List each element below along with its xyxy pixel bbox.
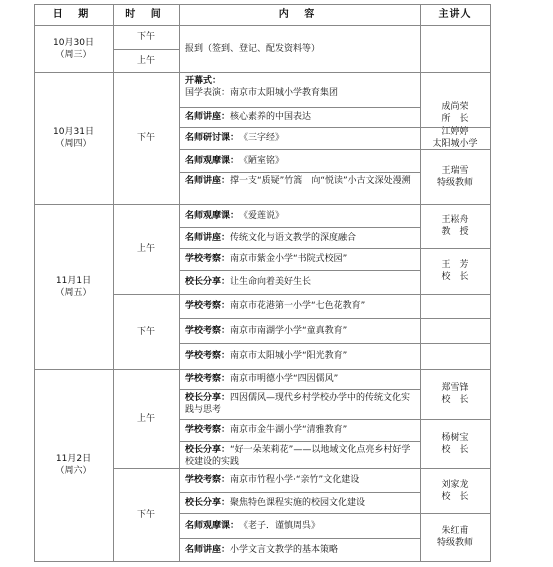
speaker-cell	[420, 149, 490, 204]
item-category: 学校考察：	[185, 374, 231, 384]
speaker-cell	[420, 369, 490, 419]
speaker-name: 杨树宝	[441, 432, 469, 443]
content-cell	[179, 270, 420, 294]
item-text: 南京市金牛湖小学“清雅教育”	[230, 425, 348, 435]
time-cell: 下午	[136, 509, 155, 520]
item-text: 南京市紫金小学“书院式校园”	[230, 254, 348, 264]
item-text: 让生命向着美好生长	[230, 277, 312, 287]
content-cell	[179, 513, 420, 538]
item-text: 南京市花港第一小学“七色花教育”	[230, 301, 366, 311]
item-text: “好一朵茉莉花”——以地域文化点亮乡村好学校建设的实践	[185, 445, 411, 467]
item-category: 学校考察：	[185, 351, 231, 361]
content-cell	[179, 389, 420, 419]
weekday-label: （周四）	[55, 139, 92, 149]
content-cell	[179, 227, 420, 248]
speaker-name: 刘家龙	[441, 479, 469, 490]
item-category: 名师讲座：	[185, 176, 231, 186]
item-text: 南京市南湖学小学“童真教育”	[230, 325, 348, 336]
item-text: 小学文言文教学的基本策略	[230, 544, 339, 555]
content-cell	[179, 492, 420, 513]
item-category: 学校考察：	[185, 475, 231, 485]
content-cell	[179, 149, 420, 172]
content-cell	[179, 127, 420, 149]
item-category: 校长分享：	[185, 497, 231, 508]
content-cell	[179, 248, 420, 270]
item-category: 校长分享：	[185, 277, 231, 287]
speaker-cell	[420, 513, 490, 561]
date-label: 11月2日	[55, 454, 92, 464]
header-speaker: 主讲人	[438, 8, 472, 20]
weekday-label: （周五）	[55, 287, 92, 298]
speaker-cell	[420, 98, 490, 127]
speaker-title: 所 长	[441, 113, 469, 124]
date-label: 11月1日	[55, 275, 92, 286]
speaker-title: 校 长	[441, 395, 469, 405]
date-cell	[34, 25, 113, 72]
item-text: 南京市明德小学“四因儒风”	[230, 374, 339, 384]
content-cell	[179, 204, 420, 227]
item-category: 学校考察：	[185, 325, 231, 336]
item-text: 《三字经》	[239, 133, 285, 143]
item-category: 名师讲座：	[185, 544, 231, 555]
time-cell: 上午	[136, 413, 155, 424]
weekday-label: （周三）	[55, 49, 92, 60]
item-category: 学校考察：	[185, 254, 231, 264]
item-text: 《老子．谨慎周呉》	[239, 520, 321, 531]
date-cell	[34, 204, 113, 369]
speaker-title: 特级教师	[436, 177, 473, 188]
item-category: 校长分享：	[185, 393, 231, 403]
item-text: 国学表演：南京市太阳城小学教育集团	[185, 88, 339, 98]
speaker-title: 教 授	[441, 227, 469, 237]
time-cell: 下午	[136, 326, 155, 337]
speaker-title: 校 长	[441, 444, 469, 455]
item-text: 传统文化与语文教学的深度融合	[230, 232, 357, 243]
item-category: 学校考察：	[185, 301, 231, 311]
item-text: 核心素养的中国表达	[230, 112, 312, 122]
speaker-title: 特级教师	[436, 538, 473, 548]
date-label: 10月30日	[53, 37, 94, 48]
content-cell	[179, 107, 420, 127]
speaker-title: 校 长	[441, 491, 469, 502]
content-cell	[179, 538, 420, 561]
content-cell	[179, 468, 420, 492]
item-category: 名师观摩课：	[185, 520, 240, 531]
item-text: 《陋室铭》	[239, 155, 285, 166]
speaker-cell	[420, 468, 490, 513]
date-cell	[34, 72, 113, 204]
content-cell	[179, 318, 420, 343]
content-cell	[179, 419, 420, 441]
content-cell	[179, 72, 420, 107]
item-category: 名师讲座：	[185, 112, 231, 122]
speaker-name: 王瑞雪	[441, 165, 469, 176]
item-text: 聚焦特色课程实施的校园文化建设	[230, 497, 366, 508]
date-label: 10月31日	[53, 127, 94, 137]
item-text: 《爱莲说》	[239, 210, 285, 221]
speaker-name: 成尚荣	[441, 101, 469, 112]
header-time: 时 间	[125, 8, 167, 20]
item-category: 名师研讨课：	[185, 133, 240, 143]
time-cell: 上午	[136, 55, 155, 66]
speaker-cell	[420, 127, 490, 149]
content-cell	[179, 294, 420, 318]
grid-line	[34, 561, 491, 562]
item-category: 名师观摩课：	[185, 155, 240, 166]
weekday-label: （周六）	[55, 466, 92, 476]
speaker-name: 王崧舟	[441, 215, 469, 225]
grid-line	[490, 4, 491, 562]
item-text: 撑一支“质疑”竹篙 向“悦读”小古文深处漫溯	[230, 176, 411, 186]
item-category: 开幕式：	[185, 76, 222, 86]
time-cell: 下午	[136, 32, 155, 42]
content-cell	[179, 343, 420, 369]
item-category: 校长分享：	[185, 445, 231, 455]
content-cell	[179, 441, 420, 468]
speaker-cell	[420, 248, 490, 294]
time-cell: 上午	[136, 244, 155, 254]
item-category: 名师观摩课：	[185, 210, 240, 221]
content-cell	[179, 369, 420, 389]
item-category: 名师讲座：	[185, 232, 231, 243]
speaker-cell	[420, 204, 490, 248]
header-date: 日 期	[52, 8, 95, 20]
speaker-title: 校 长	[441, 272, 469, 282]
item-text: 南京市太阳城小学“阳光教育”	[230, 351, 348, 361]
item-text: 四因儒风—现代乡村学校办学中的传统文化实践与思考	[185, 393, 411, 415]
speaker-name: 朱红甫	[441, 526, 469, 536]
speaker-title: 太阳城小学	[432, 139, 478, 149]
speaker-name: 江婷婷	[441, 127, 469, 137]
speaker-name: 郑雪锋	[441, 383, 469, 393]
header-content: 内 容	[278, 8, 321, 20]
speaker-cell	[420, 419, 490, 468]
content-cell	[179, 172, 420, 204]
date-cell	[34, 369, 113, 561]
content-cell: 报到（签到、登记、配发资料等）	[185, 43, 321, 54]
item-category: 学校考察：	[185, 425, 231, 435]
speaker-name: 王 芳	[441, 260, 469, 270]
item-text: 南京市竹程小学·“亲竹”文化建设	[230, 475, 360, 485]
time-cell: 下午	[136, 133, 155, 143]
